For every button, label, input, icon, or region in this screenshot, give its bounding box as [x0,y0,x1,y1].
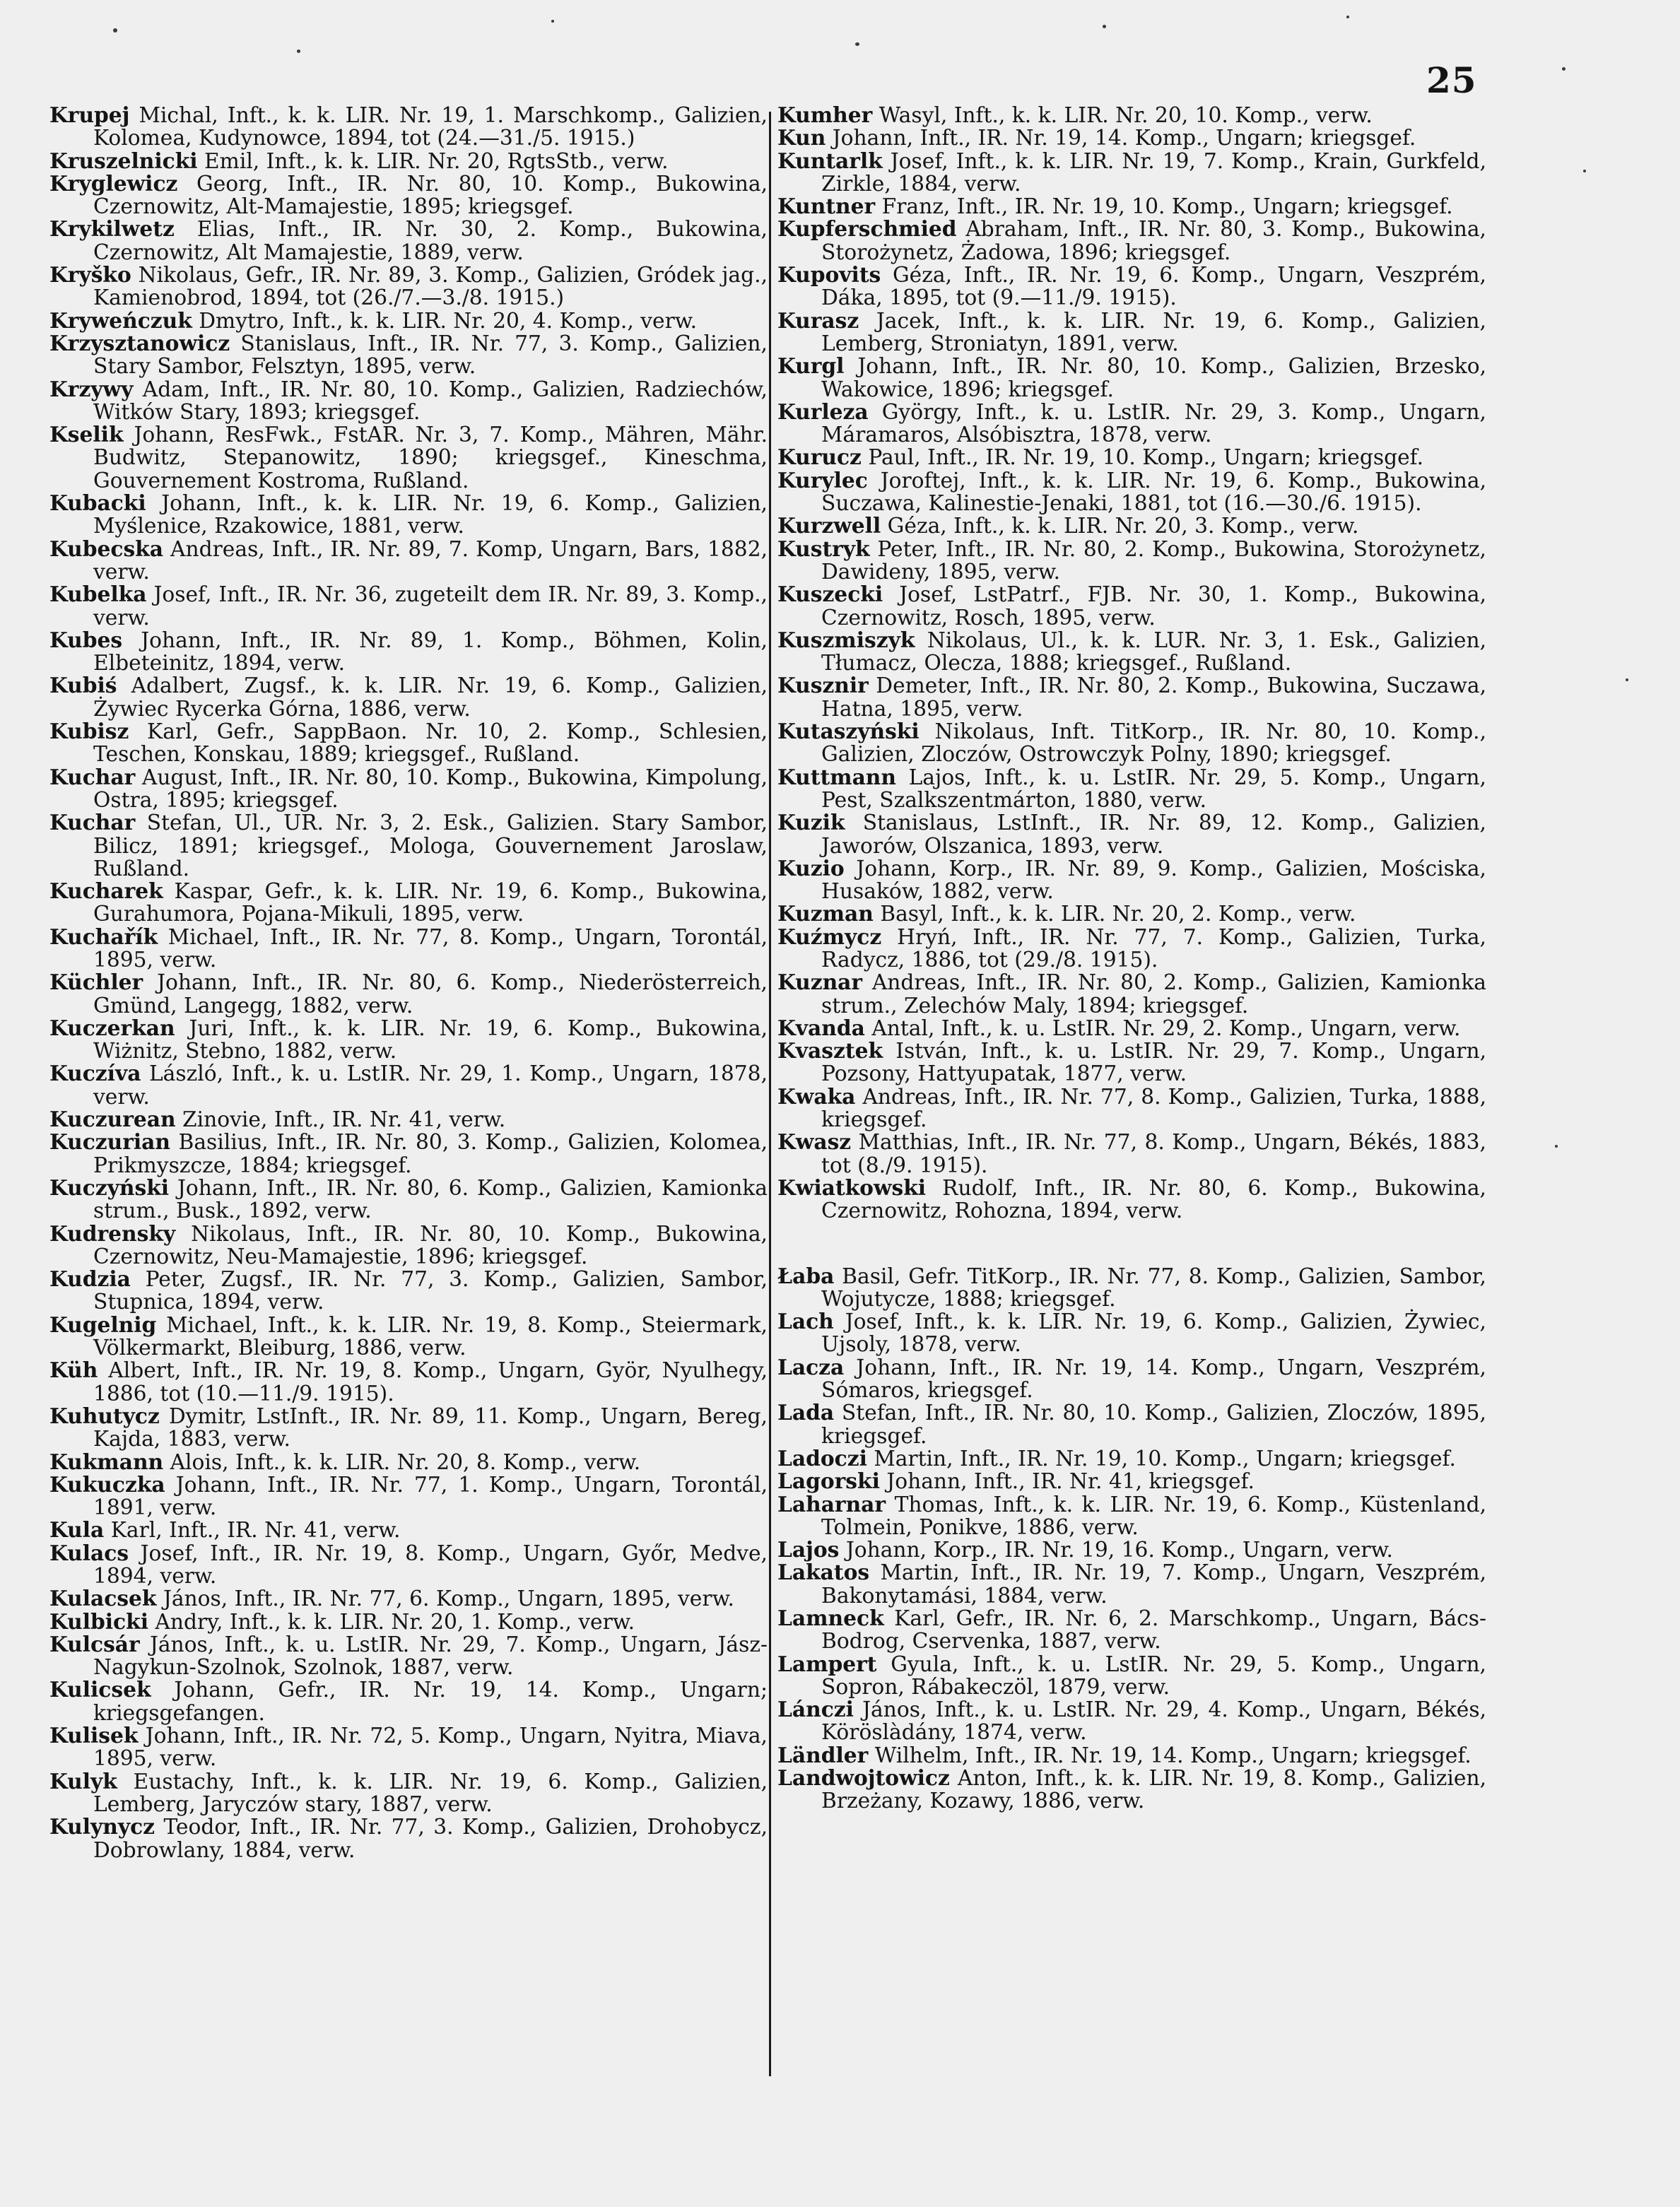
entry-details: Johann, Inft., IR. Nr. 72, 5. Komp., Ungarn, Nyitra, Miava, 1895, verw. [93,1724,768,1772]
entry-surname: Kselik [49,423,124,448]
register-entry [49,1177,768,1223]
entry-surname: Kucharek [49,879,163,905]
entry-surname: Kubacki [49,491,146,517]
entry-details: Josef, Inft., IR. Nr. 36, zugeteilt dem IR. Nr. 89, 3. Komp., verw. [93,582,768,630]
entry-details: Stefan, Ul., UR. Nr. 3, 2. Esk., Galizien. Stary Sambor, Bilicz, 1891; kriegsgef., Mologa, Gouvernement Jaroslaw, Rußland. [93,811,768,881]
entry-details: Johann, Inft., IR. Nr. 19, 14. Komp., Ungarn; kriegsgef. [832,126,1416,151]
register-entry [49,218,768,264]
entry-details: Géza, Inft., k. k. LIR. Nr. 20, 3. Komp., verw. [887,514,1359,539]
entry-surname: Kurucz [777,445,862,471]
register-entry [777,355,1486,401]
register-entry [49,310,768,333]
entry-surname: Kubecska [49,536,163,562]
entry-details: Martin, Inft., IR. Nr. 19, 7. Komp., Ungarn, Veszprém, Bakonytamási, 1884, verw. [821,1560,1487,1608]
entry-surname: Kumher [777,103,873,128]
entry-details: Albert, Inft., IR. Nr. 19, 8. Komp., Ungarn, Györ, Nyulhegy, 1886, tot (10.—11./9. 1915). [93,1358,768,1406]
register-entry [777,1357,1486,1403]
entry-details: Stanislaus, Inft., IR. Nr. 77, 3. Komp., Galizien, Stary Sambor, Felsztyn, 1895, verw. [93,331,768,379]
entry-surname: Kuzman [777,902,874,927]
entry-details: Johann, Inft., IR. Nr. 80, 6. Komp., Niederösterreich, Gmünd, Langegg, 1882, verw. [93,970,768,1018]
register-entry [777,148,1487,196]
entry-details: Adam, Inft., IR. Nr. 80, 10. Komp., Galizien, Radziechów, Witków Stary, 1893; kriegsgef. [93,377,768,425]
entry-details: Géza, Inft., IR. Nr. 19, 6. Komp., Ungarn, Veszprém, Dáka, 1895, tot (9.—11./9. 1915). [821,263,1486,311]
entry-surname: Kuntner [777,194,876,220]
entry-details: Antal, Inft., k. u. LstIR. Nr. 29, 2. Komp., Ungarn, verw. [871,1016,1461,1041]
register-entry [49,493,768,538]
entry-surname: Kukmann [49,1449,164,1475]
entry-details: Emil, Inft., k. k. LIR. Nr. 20, RgtsStb., verw. [204,148,669,174]
entry-details: Martin, Inft., IR. Nr. 19, 10. Komp., Ungarn; kriegsgef. [874,1446,1456,1471]
entry-details: Johann, Korp., IR. Nr. 19, 16. Komp., Ungarn, verw. [845,1538,1393,1563]
register-entry [777,127,1486,150]
register-entry [777,1494,1486,1540]
entry-surname: Kudrensky [49,1221,176,1247]
register-entry [49,1474,768,1520]
entry-surname: Kuhutycz [49,1403,160,1429]
register-entry [49,1611,768,1634]
entry-surname: Kutaszyński [777,719,920,745]
register-entry [49,264,768,310]
register-entry [49,881,768,926]
entry-details: János, Inft., IR. Nr. 77, 6. Komp., Ungarn, 1895, verw. [163,1587,734,1612]
entry-details: Johann, Inft., IR. Nr. 19, 14. Komp., Ungarn, Veszprém, Sómaros, kriegsgef. [821,1355,1486,1403]
register-entry [777,584,1486,630]
entry-details: Michael, Inft., IR. Nr. 77, 8. Komp., Ungarn, Torontál, 1895, verw. [93,924,768,972]
register-entry [49,1269,768,1314]
entry-surname: Kula [49,1518,105,1543]
entry-surname: Kwasz [777,1130,852,1155]
entry-details: Dymitr, LstInft., IR. Nr. 89, 11. Komp., Ungarn, Bereg, Kajda, 1883, verw. [93,1403,768,1452]
entry-details: Johann, Korp., IR. Nr. 89, 9. Komp., Galizien, Mościska, Husaków, 1882, verw. [821,856,1486,905]
entry-surname: Laharnar [777,1492,886,1517]
entry-surname: Kryglewicz [49,171,178,196]
entry-surname: Lach [777,1310,834,1335]
entry-details: Teodor, Inft., IR. Nr. 77, 3. Komp., Galizien, Drohobycz, Dobrowlany, 1884, verw. [93,1815,768,1863]
entry-details: Elias, Inft., IR. Nr. 30, 2. Komp., Bukowina, Czernowitz, Alt Mamajestie, 1889, verw. [93,217,768,265]
entry-surname: Kuchar [49,811,136,836]
register-entry [49,1771,768,1817]
register-entry [777,218,1486,264]
entry-details: Johann, Gefr., IR. Nr. 19, 14. Komp., Ungarn; kriegsgefangen. [93,1678,768,1726]
entry-details: Matthias, Inft., IR. Nr. 77, 8. Komp., Ungarn, Békés, 1883, tot (8./9. 1915). [821,1130,1486,1178]
register-entry [49,1018,768,1064]
entry-details: Basyl, Inft., k. k. LIR. Nr. 20, 2. Komp., verw. [880,902,1356,927]
entry-details: Karl, Gefr., SappBaon. Nr. 10, 2. Komp., Schlesien, Teschen, Konskau, 1889; kriegsgef., Rußland. [93,719,768,767]
entry-details: Nikolaus, Inft., IR. Nr. 80, 10. Komp., Bukowina, Czernowitz, Neu-Mamajestie, 1896; kriegsgef. [93,1221,768,1269]
entry-surname: Kulyk [49,1769,117,1794]
entry-details: Nikolaus, Ul., k. k. LUR. Nr. 3, 1. Esk., Galizien, Tłumacz, Olecza, 1888; kriegsgef., Rußland. [821,628,1487,676]
entry-surname: Kulcsár [49,1632,140,1657]
entry-list-right-k [777,105,1486,1223]
entry-list-left [49,105,768,1862]
entry-details: Thomas, Inft., k. k. LIR. Nr. 19, 6. Komp., Küstenland, Tolmein, Ponikve, 1886, verw. [821,1492,1487,1540]
entry-details: Kaspar, Gefr., k. k. LIR. Nr. 19, 6. Komp., Bukowina, Gurahumora, Pojana-Mikuli, 1895, verw. [93,879,768,927]
entry-details: Basilius, Inft., IR. Nr. 80, 3. Komp., Galizien, Kolomea, Prikmyszcze, 1884; kriegsgef. [93,1130,768,1178]
entry-details: György, Inft., k. u. LstIR. Nr. 29, 3. Komp., Ungarn, Máramaros, Alsóbisztra, 1878, verw. [821,399,1486,448]
entry-details: Josef, Inft., k. k. LIR. Nr. 19, 7. Komp., Krain, Gurkfeld, Zirkle, 1884, verw. [821,148,1487,196]
entry-surname: Kuczurian [49,1130,170,1155]
entry-surname: Kudzia [49,1267,131,1293]
entry-surname: Kulacs [49,1541,129,1566]
register-entry [777,1448,1486,1471]
register-entry [777,721,1486,767]
register-entry [777,1562,1486,1608]
entry-details: Hryń, Inft., IR. Nr. 77, 7. Komp., Galizien, Turka, Radycz, 1886, tot (29./8. 1915). [821,924,1486,972]
entry-surname: Krykilwetz [49,217,175,242]
register-entry [777,1471,1486,1493]
entry-details: Johann, Inft., k. k. LIR. Nr. 19, 6. Komp., Galizien, Myślenice, Rzakowice, 1881, verw. [93,491,768,539]
register-entry [777,538,1486,584]
register-entry [777,675,1486,721]
entry-details: Eustachy, Inft., k. k. LIR. Nr. 19, 6. Komp., Galizien, Lemberg, Jaryczów stary, 1887, verw. [93,1769,768,1817]
entry-surname: Kubelka [49,582,147,608]
entry-surname: Kuzik [777,811,845,836]
register-entry [777,1402,1486,1448]
register-entry [777,1040,1486,1086]
entry-details: Johann, Inft., IR. Nr. 89, 1. Komp., Böhmen, Kolin, Elbeteinitz, 1894, verw. [93,628,768,676]
entry-details: Peter, Zugsf., IR. Nr. 77, 3. Komp., Galizien, Sambor, Stupnica, 1894, verw. [93,1267,768,1315]
entry-surname: Kuźmycz [777,924,882,950]
entry-surname: Landwojtowicz [777,1766,950,1791]
entry-surname: Krzysztanowicz [49,331,230,356]
entry-details: Michael, Inft., k. k. LIR. Nr. 19, 8. Komp., Steiermark, Völkermarkt, Bleiburg, 1886, verw. [93,1312,768,1361]
register-entry [777,1311,1486,1357]
entry-surname: Kwaka [777,1084,856,1110]
register-entry [777,812,1486,858]
right-column [777,105,1486,1813]
entry-details: Josef, LstPatrf., FJB. Nr. 30, 1. Komp., Bukowina, Czernowitz, Rosch, 1895, verw. [821,582,1487,630]
entry-details: Abraham, Inft., IR. Nr. 80, 3. Komp., Bukowina, Storożynetz, Żadowa, 1896; kriegsgef. [821,217,1486,265]
entry-details: Stanislaus, LstInft., IR. Nr. 89, 12. Komp., Galizien, Jaworów, Olszanica, 1893, verw. [821,811,1486,859]
entry-surname: Küchler [49,970,143,996]
register-entry [777,1086,1486,1132]
entry-surname: Lakatos [777,1560,870,1586]
register-entry [49,721,768,767]
entry-details: Josef, Inft., k. k. LIR. Nr. 19, 6. Komp., Galizien, Żywiec, Ujsoly, 1878, verw. [821,1310,1486,1358]
register-entry [777,470,1486,516]
entry-surname: Kurasz [777,308,859,334]
entry-surname: Kulicsek [49,1678,151,1703]
register-entry [777,310,1486,356]
entry-surname: Ländler [777,1743,869,1768]
entry-details: Andreas, Inft., IR. Nr. 89, 7. Komp, Ungarn, Bars, 1882, verw. [93,536,768,584]
entry-details: Josef, Inft., IR. Nr. 19, 8. Komp., Ungarn, Győr, Medve, 1894, verw. [93,1541,768,1589]
register-entry [49,972,768,1018]
register-entry [49,1063,768,1109]
entry-surname: Kukuczka [49,1472,165,1497]
entry-surname: Kulacsek [49,1587,157,1612]
entry-surname: Kulisek [49,1724,139,1749]
register-entry [777,767,1486,813]
entry-details: Joroftej, Inft., k. k. LIR. Nr. 19, 6. Komp., Bukowina, Suczawa, Kalinestie-Jenaki, 1881, tot (16.—30./6. 1915). [821,468,1487,517]
register-entry [49,812,768,881]
entry-surname: Kun [777,126,826,151]
entry-surname: Kubisz [49,719,129,745]
entry-details: Franz, Inft., IR. Nr. 19, 10. Komp., Ungarn; kriegsgef. [881,194,1453,220]
register-entry [49,424,768,493]
entry-details: Alois, Inft., k. k. LIR. Nr. 20, 8. Komp., verw. [170,1449,641,1475]
entry-surname: Kuszmiszyk [777,628,915,653]
entry-details: Johann, Inft., IR. Nr. 41, kriegsgef. [886,1469,1255,1495]
register-entry [777,105,1486,127]
register-entry [777,1767,1486,1813]
register-entry [49,1679,768,1725]
entry-details: Demeter, Inft., IR. Nr. 80, 2. Komp., Bukowina, Suczawa, Hatna, 1895, verw. [821,673,1487,722]
entry-list-right-l [777,1266,1486,1813]
entry-surname: Kvanda [777,1016,865,1041]
entry-surname: Kurleza [777,399,869,425]
entry-surname: Kuttmann [777,765,896,790]
register-entry [49,148,768,174]
entry-details: Anton, Inft., k. k. LIR. Nr. 19, 8. Komp., Galizien, Brzeżany, Kozawy, 1886, verw. [821,1766,1487,1814]
entry-surname: Kusznir [777,673,869,699]
entry-details: Nikolaus, Inft. TitKorp., IR. Nr. 80, 10. Komp., Galizien, Zloczów, Ostrowczyk Polny, 1890; kriegsgef. [821,719,1486,767]
entry-details: Rudolf, Inft., IR. Nr. 80, 6. Komp., Bukowina, Czernowitz, Rohozna, 1894, verw. [821,1175,1486,1224]
entry-surname: Kryško [49,263,131,288]
entry-details: August, Inft., IR. Nr. 80, 10. Komp., Bukowina, Kimpolung, Ostra, 1895; kriegsgef. [93,765,768,813]
entry-surname: Lajos [777,1538,840,1563]
entry-surname: Lada [777,1401,835,1426]
register-entry [49,1314,768,1360]
entry-surname: Krzywy [49,377,134,402]
entry-details: Johann, Inft., IR. Nr. 80, 10. Komp., Galizien, Brzesko, Wakowice, 1896; kriegsgef. [821,354,1487,402]
entry-details: János, Inft., k. u. LstIR. Nr. 29, 4. Komp., Ungarn, Békés, Köröslàdány, 1874, verw. [821,1697,1487,1746]
entry-details: Gyula, Inft., k. u. LstIR. Nr. 29, 5. Komp., Ungarn, Sopron, Rábakeczöl, 1879, verw. [821,1652,1486,1700]
entry-surname: Kulynycz [49,1815,155,1840]
entry-surname: Kuntarlk [777,148,883,174]
register-entry [49,630,768,676]
entry-details: Andreas, Inft., IR. Nr. 80, 2. Komp., Galizien, Kamionka strum., Zelechów Maly, 1894; kriegsgef. [821,970,1487,1018]
register-entry [49,1223,768,1269]
entry-surname: Kustryk [777,536,870,562]
entry-surname: Kurgl [777,354,845,379]
entry-surname: Kuznar [777,970,863,996]
entry-details: István, Inft., k. u. LstIR. Nr. 29, 7. Komp., Ungarn, Pozsony, Hattyupatak, 1877, verw. [821,1039,1487,1087]
register-entry [49,1725,768,1771]
entry-details: Jacek, Inft., k. k. LIR. Nr. 19, 6. Komp., Galizien, Lemberg, Stroniatyn, 1891, verw. [821,308,1486,356]
register-entry [777,903,1486,926]
entry-surname: Lagorski [777,1469,880,1495]
entry-surname: Kubes [49,628,123,653]
entry-surname: Kuczíva [49,1061,141,1087]
register-entry [777,1539,1486,1562]
entry-surname: Kuchařík [49,924,158,950]
register-entry [49,1816,768,1862]
register-entry [49,1449,768,1475]
register-entry [777,858,1486,904]
register-entry [49,926,768,972]
entry-details: Karl, Gefr., IR. Nr. 6, 2. Marschkomp., Ungarn, Bács-Bodrog, Cservenka, 1887, verw. [821,1606,1486,1654]
left-column [49,105,768,1862]
entry-details: Wilhelm, Inft., IR. Nr. 19, 14. Komp., Ungarn; kriegsgef. [874,1743,1472,1768]
entry-surname: Kuczerkan [49,1016,175,1041]
entry-details: Andreas, Inft., IR. Nr. 77, 8. Komp., Galizien, Turka, 1888, kriegsgef. [821,1084,1487,1133]
entry-surname: Kruszelnicki [49,148,198,174]
entry-details: Andry, Inft., k. k. LIR. Nr. 20, 1. Komp., verw. [155,1609,635,1635]
register-entry [49,1109,768,1131]
entry-surname: Lamneck [777,1606,884,1631]
entry-surname: Kubiś [49,673,117,699]
entry-details: Zinovie, Inft., IR. Nr. 41, verw. [182,1107,506,1133]
register-entry [49,584,768,630]
entry-details: Juri, Inft., k. k. LIR. Nr. 19, 6. Komp., Bukowina, Wiżnitz, Stebno, 1882, verw. [93,1016,768,1064]
entry-details: Peter, Inft., IR. Nr. 80, 2. Komp., Bukowina, Storożynetz, Dawideny, 1895, verw. [821,536,1486,584]
entry-surname: Kurzwell [777,514,881,539]
entry-details: Karl, Inft., IR. Nr. 41, verw. [110,1518,401,1543]
register-entry [49,675,768,721]
register-entry [49,767,768,813]
entry-surname: Kurylec [777,468,868,493]
entry-surname: Kulbicki [49,1609,148,1635]
entry-details: Lajos, Inft., k. u. LstIR. Nr. 29, 5. Komp., Ungarn, Pest, Szalkszentmárton, 1880, verw. [821,765,1486,813]
register-entry [49,538,768,584]
entry-surname: Kuczurean [49,1107,176,1133]
register-entry [49,173,768,219]
entry-surname: Łaba [777,1264,835,1289]
entry-details: János, Inft., k. u. LstIR. Nr. 29, 7. Komp., Ungarn, Jász-Nagykun-Szolnok, Szolnok, 1887, verw. [93,1632,768,1681]
entry-surname: Küh [49,1358,98,1384]
entry-surname: Lacza [777,1355,845,1380]
entry-surname: Kupferschmied [777,217,957,242]
entry-surname: Kugelnig [49,1312,157,1338]
entry-details: Georg, Inft., IR. Nr. 80, 10. Komp., Bukowina, Czernowitz, Alt-Mamajestie, 1895; kriegsgef. [93,171,768,220]
register-entry [49,1634,768,1680]
entry-details: Paul, Inft., IR. Nr. 19, 10. Komp., Ungarn; kriegsgef. [868,445,1424,471]
register-entry [49,379,768,425]
register-entry [49,1588,768,1611]
entry-surname: Kupovits [777,263,881,288]
entry-surname: Kryweńczuk [49,308,192,334]
register-entry [777,196,1486,218]
register-entry [777,1699,1486,1745]
register-entry [777,401,1486,447]
column-divider [769,112,771,2076]
register-entry [49,1519,768,1542]
entry-surname: Kuszecki [777,582,883,608]
entry-details: Michal, Inft., k. k. LIR. Nr. 19, 1. Marschkomp., Galizien, Kolomea, Kudynowce, 1894, tot (24.—31./5. 1915.) [93,103,768,151]
register-entry [777,926,1486,972]
register-entry [777,264,1486,310]
entry-surname: Kwiatkowski [777,1175,927,1201]
register-entry [777,1131,1486,1177]
entry-details: Adalbert, Zugsf., k. k. LIR. Nr. 19, 6. Komp., Galizien, Żywiec Rycerka Górna, 1886, verw. [93,673,768,722]
entry-surname: Kuczyński [49,1175,170,1201]
section-gap [777,1223,1486,1266]
register-entry [49,1403,768,1452]
entry-details: Basil, Gefr. TitKorp., IR. Nr. 77, 8. Komp., Galizien, Sambor, Wojutycze, 1888; kriegsgef. [821,1264,1486,1312]
entry-details: Wasyl, Inft., k. k. LIR. Nr. 20, 10. Komp., verw. [879,103,1373,128]
page-number: 25 [1426,59,1477,101]
entry-surname: Ladoczi [777,1446,867,1471]
entry-surname: Kvasztek [777,1039,883,1064]
entry-surname: Kuzio [777,856,845,881]
entry-details: László, Inft., k. u. LstIR. Nr. 29, 1. Komp., Ungarn, 1878, verw. [93,1061,768,1110]
register-entry [49,1360,768,1406]
register-entry [49,333,768,379]
entry-details: Johann, ResFwk., FstAR. Nr. 3, 7. Komp., Mähren, Mähr. Budwitz, Stepanowitz, 1890; kriegsgef., Kineschma, Gouvernement Kostroma, Rußland. [93,423,768,493]
entry-surname: Lampert [777,1652,877,1677]
register-entry [777,1177,1486,1223]
register-entry [777,972,1486,1018]
entry-details: Johann, Inft., IR. Nr. 77, 1. Komp., Ungarn, Torontál, 1891, verw. [93,1472,768,1521]
register-entry [49,1543,768,1589]
entry-surname: Kuchar [49,765,136,790]
register-entry [777,1266,1486,1312]
entry-details: Stefan, Inft., IR. Nr. 80, 10. Komp., Galizien, Zloczów, 1895, kriegsgef. [821,1401,1486,1449]
register-entry [777,1608,1486,1654]
register-entry [49,1131,768,1177]
entry-surname: Lánczi [777,1697,854,1723]
register-entry [777,1745,1486,1767]
register-entry [777,1018,1486,1040]
register-entry [777,630,1486,676]
entry-surname: Krupej [49,103,130,128]
register-entry [777,515,1486,538]
register-entry [777,447,1486,469]
register-entry [49,105,768,151]
entry-details: Johann, Inft., IR. Nr. 80, 6. Komp., Galizien, Kamionka strum., Busk., 1892, verw. [93,1175,768,1224]
entry-details: Nikolaus, Gefr., IR. Nr. 89, 3. Komp., Galizien, Gródek jag., Kamienobrod, 1894, tot (26./7.—3./8. 1915.) [93,263,768,311]
entry-details: Dmytro, Inft., k. k. LIR. Nr. 20, 4. Komp., verw. [199,308,698,334]
register-entry [777,1654,1486,1700]
